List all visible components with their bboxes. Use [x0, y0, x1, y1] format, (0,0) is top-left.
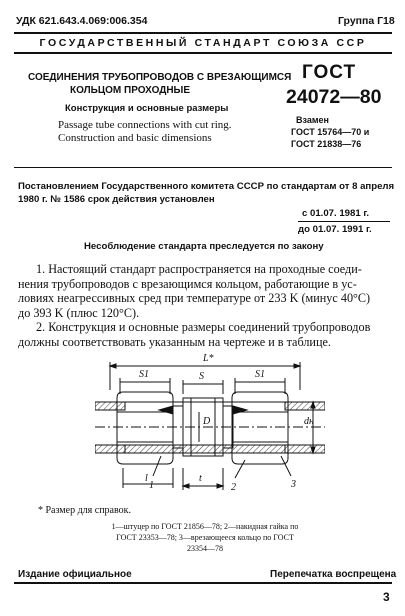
footnote: * Размер для справок. [38, 505, 131, 516]
footer-rule [14, 582, 392, 584]
leader-3 [281, 456, 291, 476]
decree-line-2: 1980 г. № 1586 срок действия установлен [18, 194, 215, 205]
footer-official-edition: Издание официальное [18, 569, 132, 580]
paragraph-1-line-4: до 393 K (плюс 120°C). [18, 305, 140, 320]
paragraph-2 [18, 320, 390, 349]
title-line-2: КОЛЬЦОМ ПРОХОДНЫЕ [70, 85, 191, 96]
tube-wall-bottom-left [95, 445, 125, 453]
header-rule-bottom [14, 52, 392, 54]
replaces-label: Взамен [296, 115, 329, 125]
legal-warning: Несоблюдение стандарта преследуется по закону [84, 241, 324, 252]
leader-1 [153, 456, 161, 476]
position-2: 2 [231, 482, 236, 493]
effective-from: с 01.07. 1981 г. [302, 208, 370, 219]
position-3: 3 [291, 479, 296, 490]
label-S1-left: S1 [139, 369, 149, 380]
title-line-1: СОЕДИНЕНИЯ ТРУБОПРОВОДОВ С ВРЕЗАЮЩИМСЯ [28, 72, 292, 83]
section-hatch-bottom [125, 445, 285, 453]
title-subtitle: Конструкция и основные размеры [65, 103, 229, 114]
legend [70, 521, 340, 554]
decree-line-1: Постановлением Государственного комитета СССР по стандартам от 8 апреля [18, 181, 395, 192]
tube-wall-bottom-right [285, 445, 325, 453]
effective-underline [298, 221, 390, 222]
group-code: Группа Г18 [338, 15, 395, 27]
paragraph-1-line-3: ловиях неагрессивных сред при температуре от 233 K (минус 40°C) [18, 291, 371, 306]
legend-line-1: 1—штуцер по ГОСТ 21856—78; 2—накидная гайка по [111, 522, 299, 531]
page-number: 3 [383, 590, 390, 604]
label-D: D [203, 416, 211, 427]
effective-to: до 01.07. 1991 г. [298, 224, 372, 235]
label-dn: dн [304, 416, 314, 427]
title-divider [14, 167, 392, 168]
paragraph-2-line-1: 2. Конструкция и основные размеры соединений трубопроводов [36, 320, 371, 334]
gost-label: ГОСТ [302, 62, 357, 83]
connection-drawing [95, 350, 325, 505]
legend-line-2: ГОСТ 23353—78; 3—врезающееся кольцо по ГОСТ [116, 533, 294, 542]
paragraph-1 [18, 262, 390, 320]
paragraph-1-line-2: нения трубопроводов с врезающимся кольцом, работающие в ус- [18, 276, 357, 291]
cut-ring-right [233, 406, 247, 414]
tube-wall-top-left [95, 402, 125, 410]
gost-number: 24072—80 [286, 86, 382, 108]
label-t: t [199, 473, 202, 484]
cut-ring-left [159, 406, 173, 414]
label-S: S [199, 371, 204, 382]
header-rule-top [14, 32, 392, 34]
udk-code: УДК 621.643.4.069:006.354 [16, 15, 148, 27]
title-english-1: Passage tube connections with cut ring. [58, 119, 232, 131]
label-l: l [145, 473, 148, 484]
legend-line-3: 23354—78 [187, 544, 223, 553]
footer-reprint-prohibited: Перепечатка воспрещена [270, 569, 397, 580]
leader-2 [235, 460, 245, 478]
replaces-standard-2: ГОСТ 21838—76 [291, 139, 362, 149]
standard-banner: ГОСУДАРСТВЕННЫЙ СТАНДАРТ СОЮЗА ССР [39, 37, 367, 49]
paragraph-1-line-1: 1. Настоящий стандарт распространяется на проходные соеди- [36, 262, 362, 276]
label-L: L* [203, 353, 214, 364]
label-S1-right: S1 [255, 369, 265, 380]
paragraph-2-line-2: должны соответствовать указанным на чертеже и в таблице. [18, 334, 331, 349]
tube-wall-top-right [285, 402, 325, 410]
replaces-standard-1: ГОСТ 15764—70 и [291, 127, 370, 137]
position-1: 1 [149, 480, 154, 491]
title-english-2: Construction and basic dimensions [58, 132, 212, 144]
